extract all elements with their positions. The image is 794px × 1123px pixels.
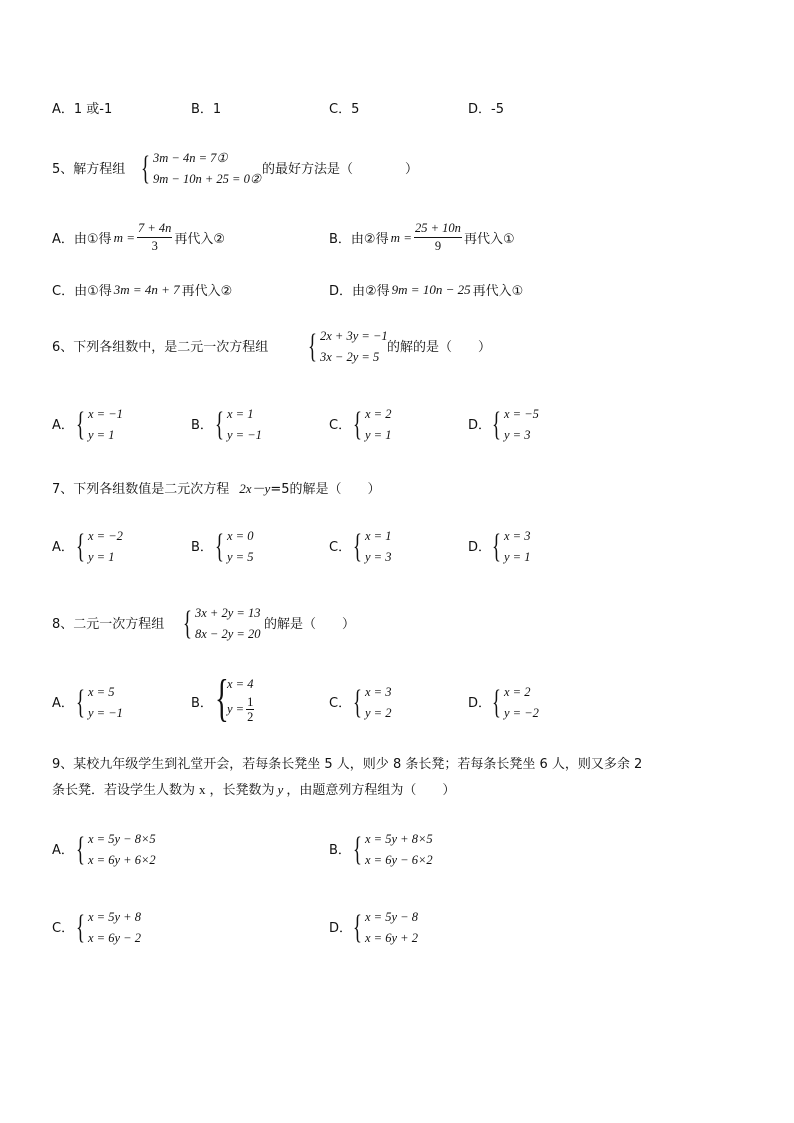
brace-icon: { — [353, 406, 362, 443]
q5-equation-system — [141, 148, 261, 190]
q6-option-b-label: B． — [191, 418, 213, 433]
q8-option-a: { x = 5 y = −1 — [76, 684, 123, 721]
q6-option-c-label: C． — [329, 418, 352, 433]
q5-eq1: 3m − 4n = 7① — [153, 151, 228, 165]
q7-option-d: { x = 3 y = 1 — [492, 528, 531, 565]
q8-suffix: 的解是（ ） — [264, 617, 356, 632]
q5-option-d: D．由②得 9m = 10n − 25 再代入① — [329, 281, 524, 299]
brace-icon: { — [215, 528, 224, 565]
q7-option-c: { x = 1 y = 3 — [353, 528, 392, 565]
brace-icon: { — [215, 406, 224, 443]
brace-icon: { — [183, 605, 192, 642]
q8-option-b-label: B． — [191, 696, 213, 711]
q9-option-a: { x = 5y − 8×5 x = 6y + 6×2 — [76, 831, 156, 868]
q7-option-b-label: B． — [191, 540, 213, 555]
q5-option-b: B．由②得 m = $\frac{25 + 10n}{9}$ 再代入① — [329, 221, 515, 253]
q9-option-b: { x = 5y + 8×5 x = 6y − 6×2 — [353, 831, 433, 868]
q7-option-a-label: A． — [52, 540, 74, 555]
brace-icon: { — [353, 831, 362, 868]
q9-line1: 9、某校九年级学生到礼堂开会，若每条长凳坐 5 人，则少 8 条长凳；若每条长凳坐 6 人，则又多余 2 — [52, 757, 643, 772]
q8-option-a-label: A． — [52, 696, 74, 711]
brace-icon: { — [353, 909, 362, 946]
q5-suffix: 的最好方法是（ ） — [262, 162, 419, 177]
q9-option-b-label: B． — [329, 843, 351, 858]
q8-equation-system: { 3x + 2y = 13 8x − 2y = 20 — [183, 605, 261, 642]
q6-option-a: { x = −1 y = 1 — [76, 406, 123, 443]
brace-icon: { — [76, 684, 85, 721]
q5-eq2: 9m − 10n + 25 = 0② — [153, 172, 262, 186]
q7-option-c-label: C． — [329, 540, 352, 555]
brace-icon: { — [308, 328, 317, 365]
q8-option-d-label: D． — [468, 696, 492, 711]
q5-option-c: C．由①得 3m = 4n + 7 再代入② — [52, 281, 233, 299]
brace-icon: { — [353, 684, 362, 721]
q6-option-d: { x = −5 y = 3 — [492, 406, 539, 443]
q9-option-c-label: C． — [52, 921, 75, 936]
q7-option-a: { x = −2 y = 1 — [76, 528, 123, 565]
q6-suffix: 的解的是（ ） — [387, 340, 492, 355]
q8-option-d: { x = 2 y = −2 — [492, 684, 539, 721]
q5-prefix: 5、解方程组 — [52, 162, 126, 177]
brace-icon: { — [215, 670, 229, 727]
q6-option-b: { x = 1 y = −1 — [215, 406, 262, 443]
brace-icon: { — [492, 406, 501, 443]
fraction: $\frac{1}{2}$ — [247, 695, 254, 724]
brace-icon: { — [76, 831, 85, 868]
q4-option-b: B．1 — [191, 102, 222, 117]
q4-option-d: D．-5 — [468, 102, 504, 117]
brace-icon: { — [76, 406, 85, 443]
q9-option-d: { x = 5y − 8 x = 6y + 2 — [353, 909, 418, 946]
q9-option-c: { x = 5y + 8 x = 6y − 2 — [76, 909, 141, 946]
brace-icon: { — [141, 150, 150, 187]
q5-option-a: A．由①得 m = $\frac{7 + 4n}{3}$ 再代入② — [52, 221, 226, 253]
q9-line2: 条长凳．若设学生人数为 x ，长凳数为 y ，由题意列方程组为（ ） — [52, 782, 456, 798]
q6-option-c: { x = 2 y = 1 — [353, 406, 392, 443]
brace-icon: { — [492, 684, 501, 721]
brace-icon: { — [76, 909, 85, 946]
q6-equation-system: { 2x + 3y = −1 3x − 2y = 5 — [308, 328, 388, 365]
q9-option-d-label: D． — [329, 921, 353, 936]
q8-option-b: { x = 4 y = $\frac{1}{2}$ — [215, 670, 254, 727]
q8-prefix: 8、二元一次方程组 — [52, 617, 165, 632]
q8-option-c-label: C． — [329, 696, 352, 711]
fraction: $\frac{7 + 4n}{3}$ — [137, 221, 172, 253]
q4-option-a: A．1 或-1 — [52, 102, 113, 117]
brace-icon: { — [492, 528, 501, 565]
q9-option-a-label: A． — [52, 843, 74, 858]
q6-option-d-label: D． — [468, 418, 492, 433]
fraction: $\frac{25 + 10n}{9}$ — [415, 221, 461, 253]
q7-option-b: { x = 0 y = 5 — [215, 528, 254, 565]
brace-icon: { — [76, 528, 85, 565]
q8-option-c: { x = 3 y = 2 — [353, 684, 392, 721]
q6-prefix: 6、下列各组数中，是二元一次方程组 — [52, 340, 269, 355]
brace-icon: { — [353, 528, 362, 565]
q7-option-d-label: D． — [468, 540, 492, 555]
q7-stem: 7、下列各组数值是二元次方程 2x－y =5 的解是（ ） — [52, 481, 381, 497]
q6-option-a-label: A． — [52, 418, 74, 433]
q4-option-c: C．5 — [329, 102, 360, 117]
